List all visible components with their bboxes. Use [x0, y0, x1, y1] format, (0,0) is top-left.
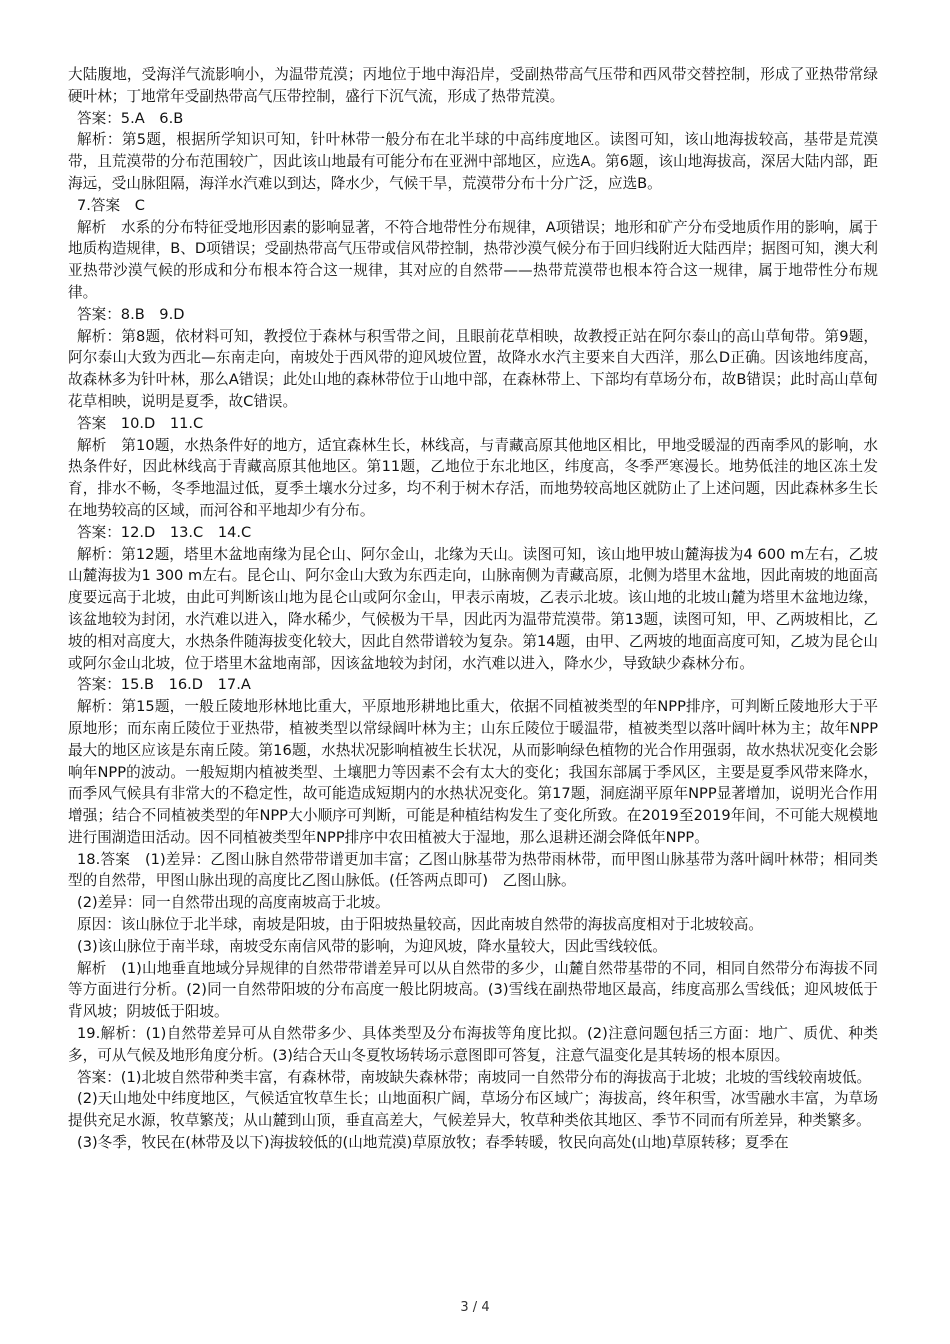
analysis-10-11: 解析 第10题，水热条件好的地方，适宜森林生长，林线高，与青藏高原其他地区相比，甲地受暖湿的西南季风的影响，水热条件好，因此林线高于青藏高原其他地区。第11题，乙地位于东北地区，纬度高，冬季严寒漫长。地势低洼的地区冻土发育，排水不畅，冬季地温过低，夏季土壤水分过多，均不利于树木存活，而地势较高地区就防止了上述问题，因此森林多生长在地势较高的区域，而河谷和平地却少有分布。	[68, 436, 878, 519]
answer-18-part3: (3)该山脉位于南半球，南坡受东南信风带的影响，为迎风坡，降水量较大，因此雪线较低。	[77, 937, 667, 955]
answer-8-9: 答案：8.B 9.D	[77, 305, 185, 323]
answer-10-11: 答案 10.D 11.C	[77, 414, 204, 432]
answer-18-reason: 原因：该山脉位于北半球，南坡是阳坡，由于阳坡热量较高，因此南坡自然带的海拔高度相对于北坡较高。	[77, 916, 763, 934]
paragraph-continuation: 大陆腹地，受海洋气流影响小，为温带荒漠；丙地位于地中海沿岸，受副热带高气压带和西风带交替控制，形成了亚热带常绿硬叶林；丁地常年受副热带高气压带控制，盛行下沉气流，形成了热带荒漠。	[68, 66, 878, 105]
analysis-15-17: 解析：第15题，一般丘陵地形林地比重大，平原地形耕地比重大，依据不同植被类型的年NPP排序，可判断丘陵地形大于平原地形；而东南丘陵位于亚热带，植被类型以常绿阔叶林为主；山东丘陵位于暖温带，植被类型以落叶阔叶林为主；故年NPP最大的地区应该是东南丘陵。第16题，水热状况影响植被生长状况，从而影响绿色植物的光合作用强弱，故水热状况变化会影响年NPP的波动。一般短期内植被类型、土壤肥力等因素不会有太大的变化；我国东部属于季风区，主要是夏季风带来降水，而季风气候具有非常大的不稳定性，故可能造成短期内的水热状况变化。第17题，洞庭湖平原年NPP显著增加，说明光合作用增强；结合不同植被类型的年NPP大小顺序可判断，可能是种植结构发生了变化所致。在2019至2019年间，不可能大规模地进行围湖造田活动。因不同植被类型年NPP排序中农田植被大于湿地，那么退耕还湖会降低年NPP。	[68, 698, 878, 846]
analysis-7: 解析 水系的分布特征受地形因素的影响显著，不符合地带性分布规律，A项错误；地形和矿产分布受地质作用的影响，属于地质构造规律，B、D项错误；受副热带高气压带或信风带控制，热带沙漠气候分布于回归线附近大陆西岸；据图可知，澳大利亚热带沙漠气候的形成和分布根本符合这一规律，其对应的自然带——热带荒漠带也根本符合这一规律，属于地带性分布规律。	[68, 218, 878, 301]
page-number: 3 / 4	[460, 1300, 490, 1315]
answer-18-part2: (2)差异：同一自然带出现的高度南坡高于北坡。	[77, 894, 390, 912]
answer-18-part1: 18.答案 (1)差异：乙图山脉自然带带谱更加丰富；乙图山脉基带为热带雨林带，而甲图山脉基带为落叶阔叶林带；相同类型的自然带，甲图山脉出现的高度比乙图山脉低。(任答两点即可) 乙图山脉。	[68, 850, 878, 890]
answer-7: 7.答案 C	[77, 196, 145, 214]
analysis-12-14: 解析：第12题，塔里木盆地南缘为昆仑山、阿尔金山，北缘为天山。读图可知，该山地甲坡山麓海拔为4 600 m左右，乙坡山麓海拔为1 300 m左右。昆仑山、阿尔金山大致为东西走向，山脉南侧为青藏高原，北侧为塔里木盆地，因此南坡的地面高度要远高于北坡，由此可判断该山地为昆仑山或阿尔金山，甲表示南坡，乙表示北坡。该山地的北坡山麓为塔里木盆地边缘，该盆地较为封闭，水汽难以进入，降水稀少，气候极为干旱，因此丙为温带荒漠带。第13题，读图可知，甲、乙两坡相比，乙坡的相对高度大，水热条件随海拔变化较大，因此自然带谱较为复杂。第14题，由甲、乙两坡的地面高度可知，乙坡为昆仑山或阿尔金山北坡，位于塔里木盆地南部，因该盆地较为封闭，水汽难以进入，降水少，导致缺少森林分布。	[68, 545, 878, 672]
answer-15-17: 答案：15.B 16.D 17.A	[77, 676, 251, 694]
answer-19-part3: (3)冬季，牧民在(林带及以下)海拔较低的(山地荒漠)草原放牧；春季转暖，牧民向高处(山地)草原转移；夏季在	[77, 1134, 789, 1152]
analysis-5-6: 解析：第5题，根据所学知识可知，针叶林带一般分布在北半球的中高纬度地区。读图可知，该山地海拔较高，基带是荒漠带，且荒漠带的分布范围较广，因此该山地最有可能分布在亚洲中部地区，应选A。第6题，该山地海拔高，深居大陆内部，距海远，受山脉阻隔，海洋水汽难以到达，降水少，气候干旱，荒漠带分布十分广泛，应选B。	[68, 131, 878, 192]
analysis-8-9: 解析：第8题，依材料可知，教授位于森林与积雪带之间，且眼前花草相映，故教授正站在阿尔泰山的高山草甸带。第9题，阿尔泰山大致为西北—东南走向，南坡处于西风带的迎风坡位置，故降水水汽主要来自大西洋，那么D正确。因该地纬度高，故森林多为针叶林，那么A错误；此处山地的森林带位于山地中部，在森林带上、下部均有草场分布，故B错误；此时高山草甸花草相映，说明是夏季，故C错误。	[68, 327, 878, 410]
answer-19-part2: (2)天山地处中纬度地区，气候适宜牧草生长；山地面积广阔，草场分布区域广；海拔高，终年积雪，冰雪融水丰富，为草场提供充足水源，牧草繁茂；从山麓到山顶，垂直高差大，气候差异大，牧草种类依其地区、季节不同而有所差异，种类繁多。	[68, 1090, 878, 1130]
analysis-18: 解析 (1)山地垂直地域分异规律的自然带带谱差异可以从自然带的多少，山麓自然带基带的不同，相同自然带分布海拔不同等方面进行分析。(2)同一自然带阳坡的分布高度一般比阴坡高。(3)雪线在副热带地区最高，纬度高那么雪线低；迎风坡低于背风坡；阴坡低于阳坡。	[68, 959, 878, 1021]
answer-19-part1: 答案：(1)北坡自然带种类丰富，有森林带，南坡缺失森林带；南坡同一自然带分布的海拔高于北坡；北坡的雪线较南坡低。	[77, 1068, 872, 1086]
answer-5-6: 答案：5.A 6.B	[77, 109, 184, 127]
analysis-19: 19.解析：(1)自然带差异可从自然带多少、具体类型及分布海拔等角度比拟。(2)注意问题包括三方面：地广、质优、种类多，可从气候及地形角度分析。(3)结合天山冬夏牧场转场示意图即可答复，注意气温变化是其转场的根本原因。	[68, 1025, 878, 1064]
answer-12-14: 答案：12.D 13.C 14.C	[77, 523, 252, 541]
